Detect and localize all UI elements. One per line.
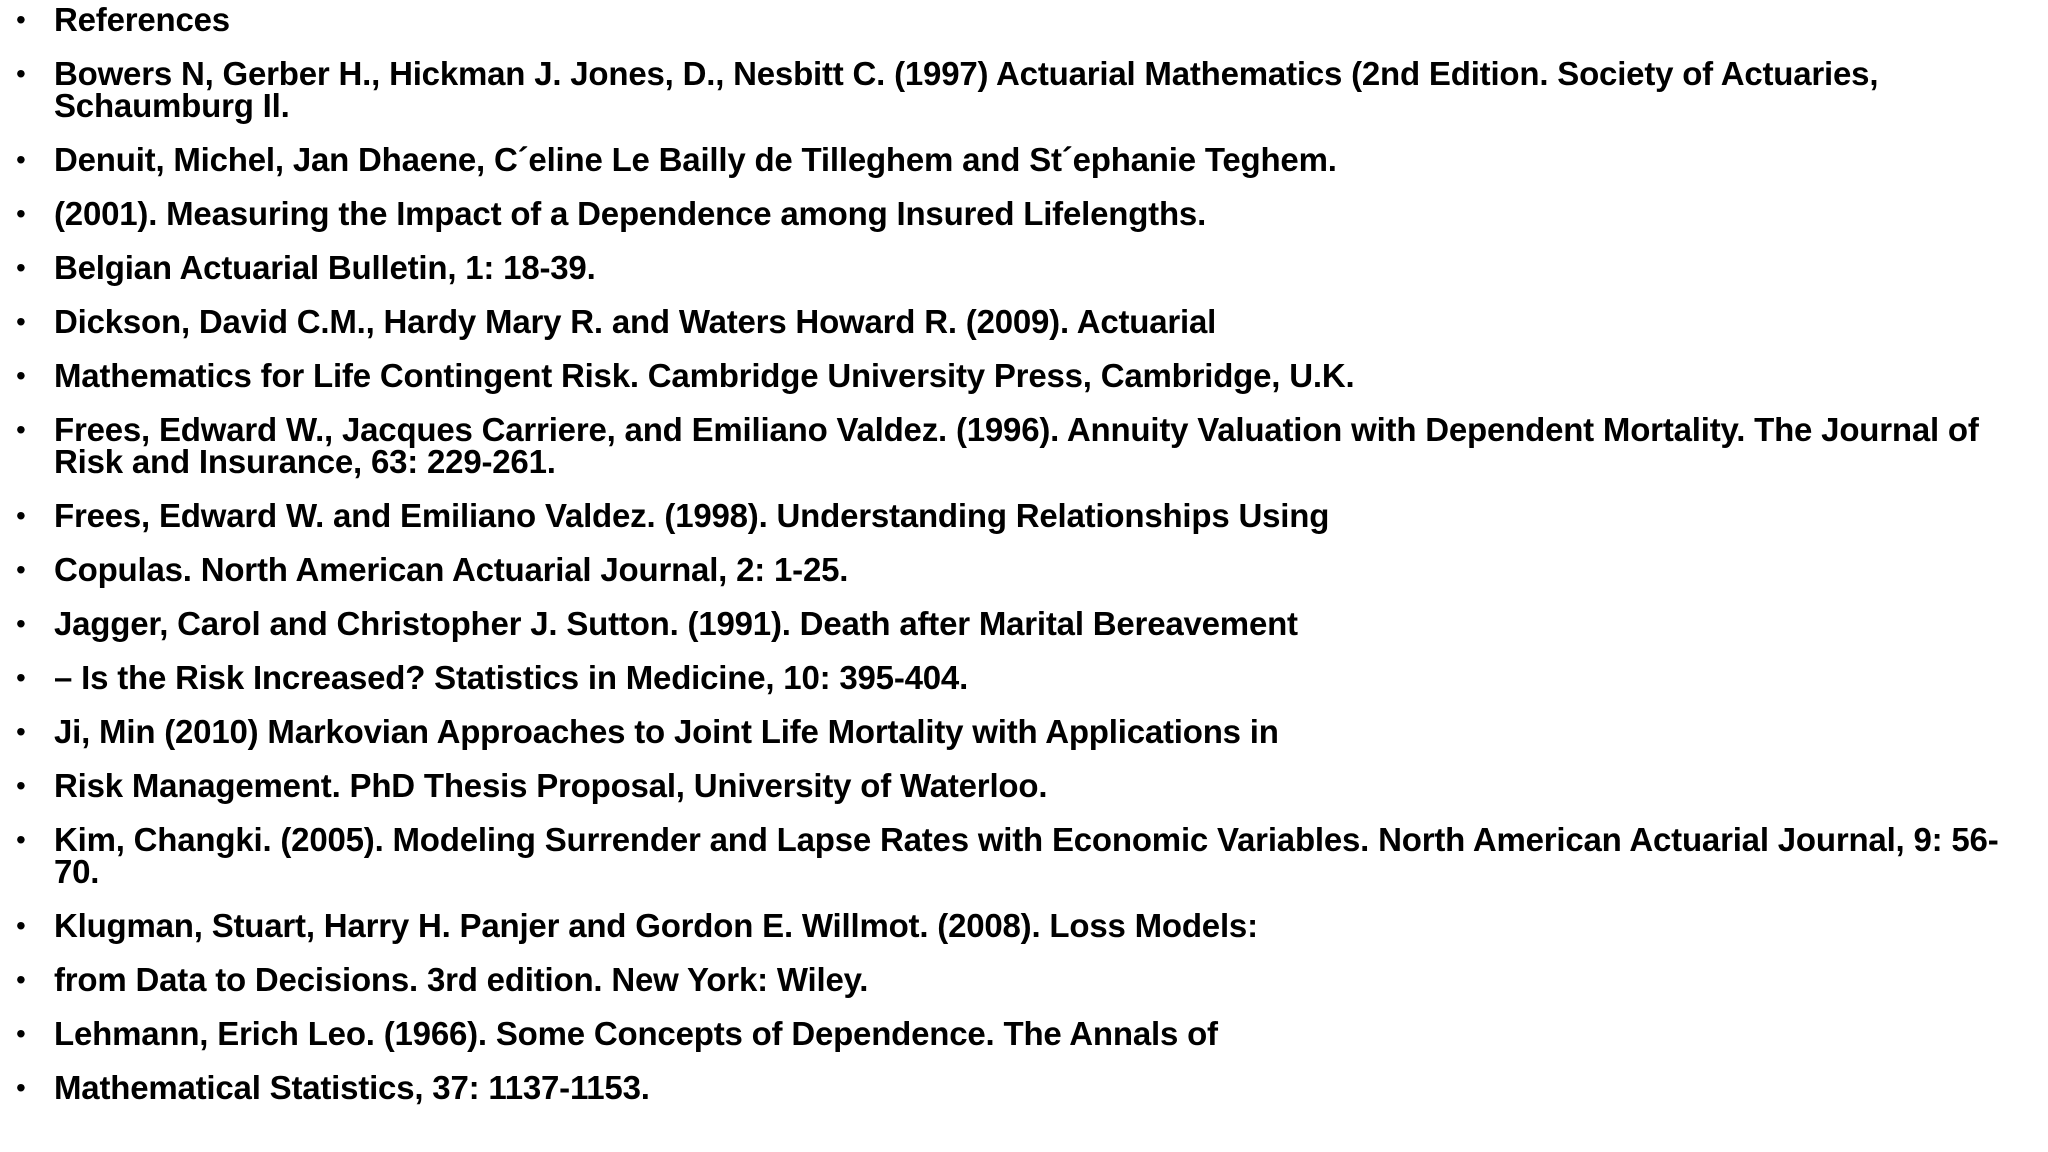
reference-text: Kim, Changki. (2005). Modeling Surrender and Lapse Rates with Economic Variables. North American Actuarial Journal, 9: 56-70. [54,821,1999,890]
bullet-icon: • [16,964,26,995]
reference-text: Denuit, Michel, Jan Dhaene, C´eline Le Bailly de Tilleghem and St´ephanie Teghem. [54,141,1337,178]
list-item [16,1,2028,38]
list-item [16,551,2028,588]
bullet-icon: • [16,1072,26,1103]
bullet-icon: • [16,198,26,229]
bullet-icon: • [16,608,26,639]
list-item [16,1015,2028,1052]
list-item [16,1069,2028,1106]
references-list [16,1,2028,1106]
reference-text: Dickson, David C.M., Hardy Mary R. and Waters Howard R. (2009). Actuarial [54,303,1217,340]
bullet-icon: • [16,910,26,941]
bullet-icon: • [16,360,26,391]
bullet-icon: • [16,306,26,337]
list-item [16,357,2028,394]
reference-text: Lehmann, Erich Leo. (1966). Some Concepts of Dependence. The Annals of [54,1015,1218,1052]
reference-text: Copulas. North American Actuarial Journal, 2: 1-25. [54,551,849,588]
bullet-icon: • [16,716,26,747]
list-item [16,411,2028,480]
reference-text: Mathematical Statistics, 37: 1137-1153. [54,1069,650,1106]
bullet-icon: • [16,662,26,693]
list-item [16,303,2028,340]
list-item [16,497,2028,534]
bullet-icon: • [16,4,26,35]
reference-text: Frees, Edward W. and Emiliano Valdez. (1998). Understanding Relationships Using [54,497,1330,534]
list-item [16,249,2028,286]
bullet-icon: • [16,252,26,283]
reference-text: Frees, Edward W., Jacques Carriere, and Emiliano Valdez. (1996). Annuity Valuation with Dependent Mortality. The Journal of Risk and Insurance, 63: 229-261. [54,411,1979,480]
bullet-icon: • [16,58,26,89]
bullet-icon: • [16,144,26,175]
reference-text: Belgian Actuarial Bulletin, 1: 18-39. [54,249,596,286]
bullet-icon: • [16,824,26,855]
bullet-icon: • [16,414,26,445]
reference-text: Risk Management. PhD Thesis Proposal, University of Waterloo. [54,767,1048,804]
list-item [16,767,2028,804]
list-item [16,605,2028,642]
list-item [16,659,2028,696]
references-heading: References [54,1,230,38]
reference-text: (2001). Measuring the Impact of a Dependence among Insured Lifelengths. [54,195,1207,232]
list-item [16,713,2028,750]
reference-text: Klugman, Stuart, Harry H. Panjer and Gordon E. Willmot. (2008). Loss Models: [54,907,1258,944]
reference-text: – Is the Risk Increased? Statistics in Medicine, 10: 395-404. [54,659,969,696]
list-item [16,55,2028,124]
reference-text: Bowers N, Gerber H., Hickman J. Jones, D., Nesbitt C. (1997) Actuarial Mathematics (2nd Edition. Society of Actuaries, Schaumburg Il. [54,55,1879,124]
list-item [16,821,2028,890]
reference-text: Jagger, Carol and Christopher J. Sutton. (1991). Death after Marital Bereavement [54,605,1298,642]
list-item [16,961,2028,998]
bullet-icon: • [16,1018,26,1049]
list-item [16,141,2028,178]
reference-text: from Data to Decisions. 3rd edition. New York: Wiley. [54,961,869,998]
list-item [16,195,2028,232]
list-item [16,907,2028,944]
reference-text: Mathematics for Life Contingent Risk. Cambridge University Press, Cambridge, U.K. [54,357,1355,394]
bullet-icon: • [16,554,26,585]
bullet-icon: • [16,500,26,531]
bullet-icon: • [16,770,26,801]
reference-text: Ji, Min (2010) Markovian Approaches to Joint Life Mortality with Applications in [54,713,1279,750]
